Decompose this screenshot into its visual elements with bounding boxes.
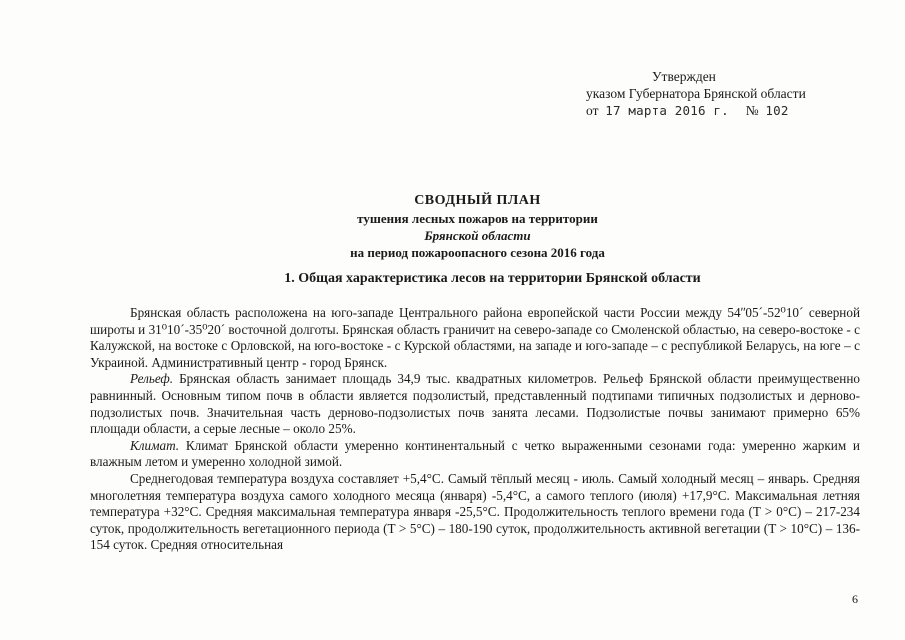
- document-subtitle-1: тушения лесных пожаров на территории: [357, 211, 598, 226]
- paragraph-climate-text: Климат Брянской области умеренно континентальный с четко выраженными сезонами года: умеренно жарким и влажным летом и умеренно холодной зимой.: [90, 437, 860, 470]
- approval-number-sign: №: [745, 103, 759, 118]
- paragraph-relief-label: Рельеф.: [130, 371, 174, 387]
- page-number: 6: [852, 592, 858, 606]
- paragraph-temperature: Среднегодовая температура воздуха составляет +5,4°C. Самый тёплый месяц - июль. Самый холодный месяц – январь. Средняя многолетняя температура воздуха самого холодного месяца (января) -5,4°C, а самого теплого (июля) +17,9°C. Максимальная летняя температура +32°C. Средняя максимальная температура января -25,5°C. Продолжительность теплого времени года (T > 0°C) – 217-234 суток, продолжительность вегетационного периода (T > 5°C) – 180-190 суток, продолжительность активной вегетации (T > 10°C) – 136-154 суток. Средняя относительная: [90, 470, 860, 553]
- document-subtitle-2: Брянской области: [424, 228, 531, 243]
- document-title-block: [0, 192, 905, 261]
- section-heading: 1. Общая характеристика лесов на территории Брянской области: [284, 271, 701, 286]
- approval-line-date: [586, 102, 886, 119]
- document-title: СВОДНЫЙ ПЛАН: [414, 193, 541, 208]
- approval-date: 17 марта 2016 г.: [605, 103, 729, 118]
- paragraph-relief-text: Брянская область занимает площадь 34,9 тыс. квадратных километров. Рельеф Брянской области преимущественно равнинный. Основным типом почв в области является подзолистый, представленный подтипами типичных подзолистых и дерново-подзолистых почв. Значительная часть дерново-подзолистых почв занята лесами. Подзолистые почвы занимают примерно 65% площади области, а серые лесные – около 25%.: [90, 371, 860, 437]
- body-text: [90, 305, 860, 554]
- approval-line-decree: указом Губернатора Брянской области: [586, 86, 806, 101]
- paragraph-climate: [90, 438, 860, 471]
- document-subtitle-3: на период пожароопасного сезона 2016 года: [350, 245, 605, 260]
- paragraph-relief: [90, 371, 860, 437]
- approval-from-label: от: [586, 103, 599, 118]
- approval-line-approved: Утвержден: [652, 69, 716, 84]
- paragraph-location: Брянская область расположена на юго-западе Центрального района европейской части России между 54ʺ05´-52⁰10´ северной широты и 31⁰10´-35⁰20´ восточной долготы. Брянская область граничит на северо-западе со Смоленской областью, на северо-востоке - с Калужской, на востоке с Орловской, на юго-востоке - с Курской областями, на западе и юго-западе – с республикой Беларусь, на юге – с Украиной. Административный центр - город Брянск.: [90, 305, 860, 370]
- paragraph-climate-label: Климат.: [130, 437, 180, 453]
- approval-stamp: [586, 68, 886, 119]
- approval-number: 102: [765, 103, 789, 118]
